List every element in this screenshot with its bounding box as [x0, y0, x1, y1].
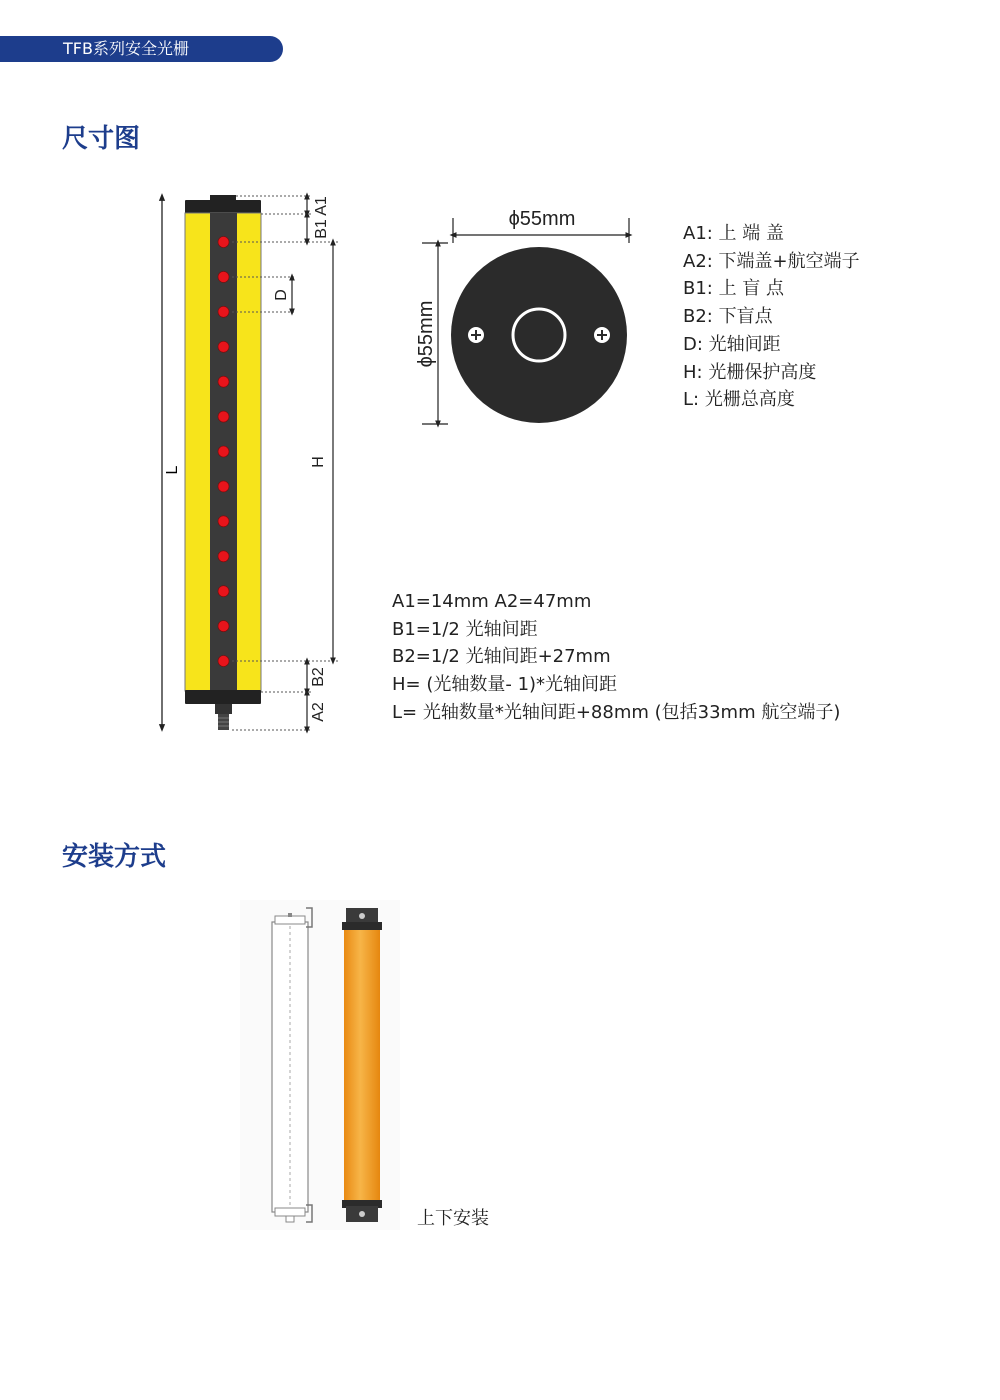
dim-label-L: L [164, 465, 181, 475]
legend-item: H: 光栅保护高度 [683, 361, 817, 383]
install-caption: 上下安装 [417, 1208, 489, 1229]
series-title: TFB系列安全光栅 [63, 39, 189, 58]
formula-line: A1=14mm A2=47mm [392, 591, 592, 612]
bottom-end-cap [185, 690, 261, 704]
led-dot [218, 446, 229, 457]
dimension-section-title: 尺寸图 [62, 124, 141, 154]
light-curtain-side-view [185, 195, 261, 730]
legend-item: B2: 下盲点 [683, 306, 773, 328]
led-dot [218, 271, 229, 282]
formula-line: B2=1/2 光轴间距+27mm [392, 646, 611, 668]
diameter-label-top: ϕ55mm [508, 208, 576, 230]
led-dot [218, 621, 229, 632]
led-dot [218, 516, 229, 527]
dimension-L [162, 197, 181, 728]
legend-item: B1: 上 盲 点 [683, 278, 785, 300]
led-dot [218, 481, 229, 492]
formula-line: B1=1/2 光轴间距 [392, 618, 538, 640]
led-dot [218, 237, 229, 248]
dim-label-A2: A2 [310, 702, 327, 722]
top-view-end-cap [451, 247, 627, 423]
led-dot [218, 306, 229, 317]
diameter-label-side: ϕ55mm [415, 300, 437, 368]
top-end-cap [185, 200, 261, 214]
dim-label-H: H [310, 456, 327, 468]
legend-item: A1: 上 端 盖 [683, 223, 784, 244]
formula-line: L= 光轴数量*光轴间距+88mm (包括33mm 航空端子) [392, 701, 841, 723]
led-dot [218, 551, 229, 562]
formula-line: H= (光轴数量- 1)*光轴间距 [392, 674, 618, 696]
orange-housing [344, 930, 380, 1202]
led-dot [218, 341, 229, 352]
dimension-formulas [392, 588, 840, 727]
dim-label-B2: B2 [310, 667, 327, 687]
legend-item: A2: 下端盖+航空端子 [683, 250, 860, 272]
legend-item: D: 光轴间距 [683, 333, 781, 355]
dim-label-A1: A1 [313, 196, 330, 216]
led-dot [218, 411, 229, 422]
install-image-orange [342, 908, 382, 1222]
dimension-legend [683, 220, 860, 414]
led-dot [218, 376, 229, 387]
install-section-title: 安装方式 [62, 842, 167, 872]
dim-label-D: D [273, 289, 290, 301]
aviation-connector [215, 704, 232, 714]
led-dot [218, 586, 229, 597]
led-dot [218, 656, 229, 667]
legend-item: L: 光栅总高度 [683, 389, 795, 411]
dim-label-B1: B1 [313, 219, 330, 239]
